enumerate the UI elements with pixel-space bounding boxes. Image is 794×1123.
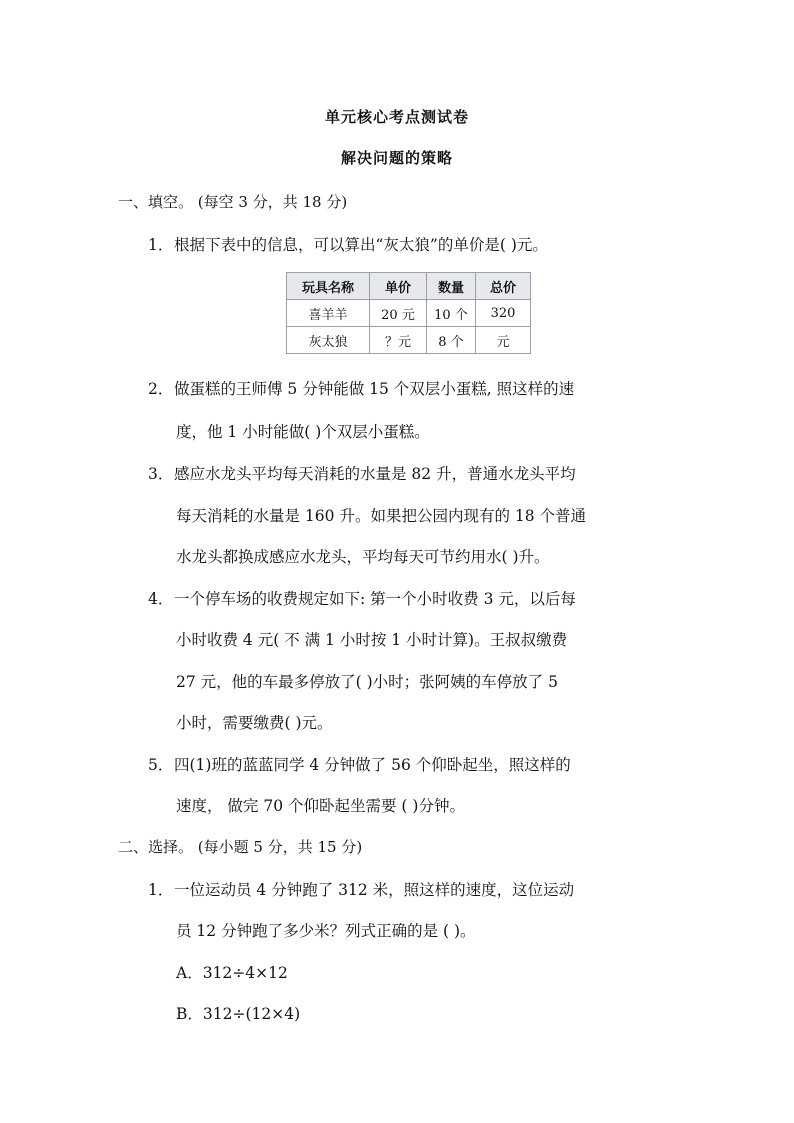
question-number: 1． (148, 881, 174, 899)
table-cell: 320 (476, 300, 531, 327)
table-cell: 20 元 (370, 300, 427, 327)
question-line: 四(1)班的蓝蓝同学 4 分钟做了 56 个仰卧起坐，照这样的 (174, 756, 571, 774)
question-line: 员 12 分钟跑了多少米？列式正确的是 ( )。 (176, 922, 476, 940)
question-number: 2． (148, 380, 174, 398)
question-line: 每天消耗的水量是 160 升。如果把公园内现有的 18 个普通 (176, 507, 587, 525)
option-a: A．312÷4×12 (176, 964, 288, 982)
table-header-cell: 单价 (370, 273, 427, 300)
question-line: 27 元，他的车最多停放了( )小时；张阿姨的车停放了 5 (176, 673, 558, 691)
table-cell: 8 个 (427, 327, 476, 354)
question-line: 做蛋糕的王师傅 5 分钟能做 15 个双层小蛋糕, 照这样的速 (174, 380, 575, 398)
table-row (287, 327, 531, 354)
table-header-cell: 数量 (427, 273, 476, 300)
document-subtitle: 解决问题的策略 (340, 149, 453, 167)
table-row (287, 300, 531, 327)
table-header-cell: 玩具名称 (287, 273, 370, 300)
question-2-1 (148, 878, 574, 900)
question-1-4 (148, 587, 576, 609)
table-header-row (287, 273, 531, 300)
table-cell: ？元 (370, 327, 427, 354)
section-2-header: 二、选择。 (每小题 5 分，共 15 分) (118, 838, 363, 856)
question-1-2 (148, 377, 574, 399)
question-1-1 (148, 233, 548, 255)
price-table (286, 272, 531, 354)
question-line: 小时，需要缴费( )元。 (176, 714, 333, 732)
table-cell: 元 (476, 327, 531, 354)
table-cell: 喜羊羊 (287, 300, 370, 327)
question-1-5 (148, 753, 571, 775)
question-line: 一个停车场的收费规定如下: 第一个小时收费 3 元，以后每 (174, 590, 576, 608)
question-line: 水龙头都换成感应水龙头，平均每天可节约用水( )升。 (176, 548, 550, 566)
question-1-3 (148, 462, 576, 484)
question-number: 5． (148, 756, 174, 774)
question-line: 小时收费 4 元( 不 满 1 小时按 1 小时计算)。王叔叔缴费 (176, 631, 568, 649)
question-line: 度，他 1 小时能做( )个双层小蛋糕。 (176, 423, 430, 441)
question-line: 感应水龙头平均每天消耗的水量是 82 升，普通水龙头平均 (174, 465, 576, 483)
table-cell: 10 个 (427, 300, 476, 327)
question-text: 根据下表中的信息，可以算出“灰太狼”的单价是( )元。 (174, 236, 548, 254)
question-line: 速度， 做完 70 个仰卧起坐需要 ( )分钟。 (176, 797, 465, 815)
table-cell: 灰太狼 (287, 327, 370, 354)
question-number: 3． (148, 465, 174, 483)
option-b: B．312÷(12×4) (176, 1005, 301, 1023)
question-number: 4． (148, 590, 174, 608)
table-header-cell: 总价 (476, 273, 531, 300)
section-1-header: 一、填空。 (每空 3 分，共 18 分) (118, 193, 348, 211)
document-title: 单元核心考点测试卷 (324, 108, 469, 126)
question-number: 1． (148, 236, 174, 254)
question-line: 一位运动员 4 分钟跑了 312 米，照这样的速度，这位运动 (174, 881, 575, 899)
